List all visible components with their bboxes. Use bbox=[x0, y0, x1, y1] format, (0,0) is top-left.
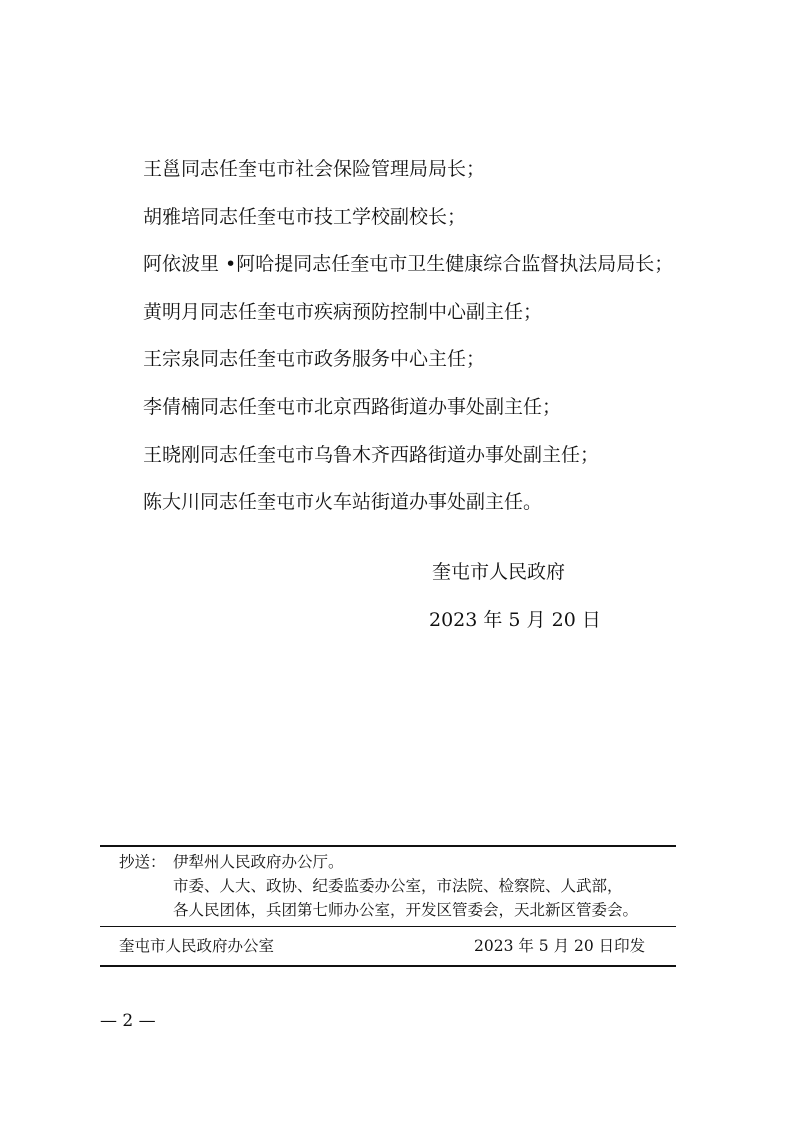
appointment-item: 陈大川同志任奎屯市火车站街道办事处副主任。 bbox=[143, 491, 543, 514]
appointment-item: 王晓刚同志任奎屯市乌鲁木齐西路街道办事处副主任； bbox=[143, 443, 600, 466]
issue-date: 2023 年 5 月 20 日印发 bbox=[474, 937, 646, 955]
issuing-authority: 奎屯市人民政府 bbox=[432, 561, 566, 583]
cc-label: 抄送： bbox=[119, 853, 166, 871]
appointment-item: 黄明月同志任奎屯市疾病预防控制中心副主任； bbox=[143, 300, 543, 323]
signature-block bbox=[429, 548, 601, 644]
cc-line: 市委、人大、政协、纪委监委办公室，市法院、检察院、人武部， bbox=[173, 877, 623, 895]
appointment-item: 胡雅培同志任奎屯市技工学校副校长； bbox=[143, 205, 467, 228]
cc-block bbox=[119, 850, 638, 922]
footer-top-rule bbox=[100, 845, 676, 847]
issuing-office: 奎屯市人民政府办公室 bbox=[119, 937, 275, 955]
signature-date: 2023 年 5 月 20 日 bbox=[429, 609, 601, 631]
cc-line: 各人民团体，兵团第七师办公室，开发区管委会，天北新区管委会。 bbox=[173, 901, 639, 919]
appointment-item: 阿依波里 •阿哈提同志任奎屯市卫生健康综合监督执法局局长； bbox=[143, 253, 674, 276]
footer-middle-rule bbox=[100, 926, 676, 927]
appointment-item: 王宗泉同志任奎屯市政务服务中心主任； bbox=[143, 348, 486, 371]
cc-line: 伊犁州人民政府办公厅。 bbox=[173, 853, 344, 871]
footer-bottom-rule bbox=[100, 965, 676, 967]
appointment-item: 李倩楠同志任奎屯市北京西路街道办事处副主任； bbox=[143, 395, 562, 418]
page-number: — 2 — bbox=[100, 1011, 156, 1031]
appointment-list bbox=[143, 146, 673, 527]
appointment-item: 王邕同志任奎屯市社会保险管理局局长； bbox=[143, 158, 486, 180]
